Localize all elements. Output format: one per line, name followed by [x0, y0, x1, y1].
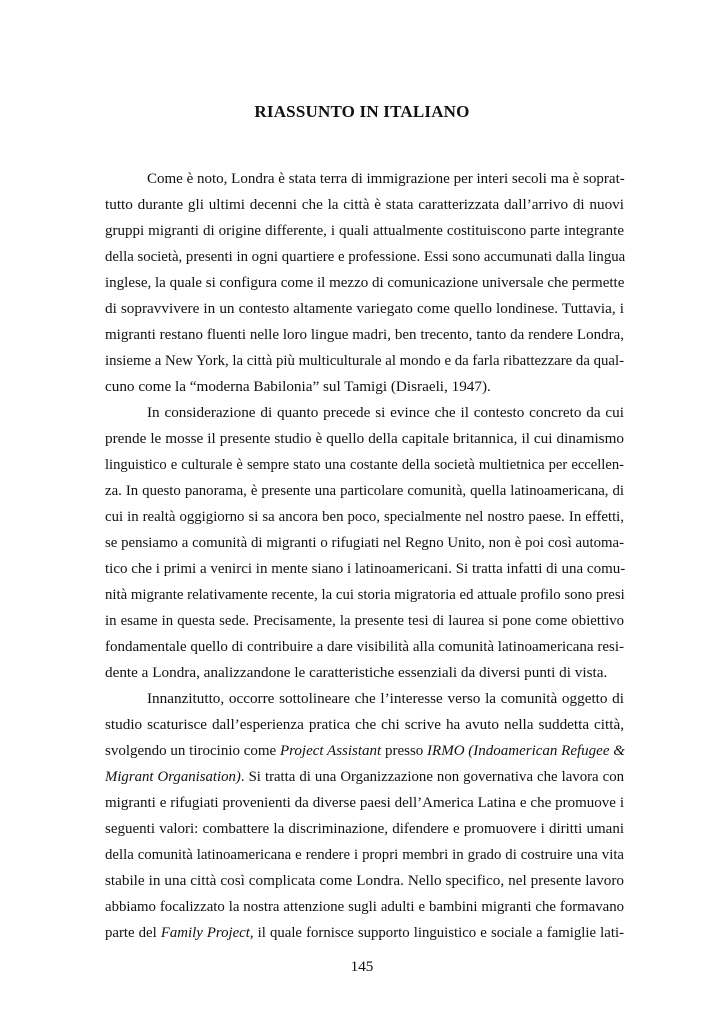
text-line [105, 920, 624, 946]
text-line: dente a Londra, analizzandone le caratteristiche essenziali da diversi punti di vista. [105, 664, 608, 681]
text-line: migranti restano fluenti nelle loro lingue madri, ben trecento, tanto da rendere Londra, [105, 327, 624, 343]
text-line: cui in realtà oggigiorno si sa ancora ben poco, specialmente nel nostro paese. In effetti, [105, 509, 624, 525]
text-line [105, 738, 624, 764]
text-line [105, 764, 624, 790]
page-number: 145 [350, 958, 374, 975]
text-line: fondamentale quello di contribuire a dare visibilità alla comunità latinoamericana resi- [105, 639, 624, 655]
text-span: parte del [105, 925, 161, 941]
text-span: , il quale fornisce supporto linguistico e sociale a famiglie lati- [249, 925, 624, 941]
text-line: della società, presenti in ogni quartiere e professione. Essi sono accumunati dalla lingua [105, 249, 626, 265]
text-line: nità migrante relativamente recente, la cui storia migratoria ed attuale profilo sono presi [105, 587, 625, 603]
text-line: prende le mosse il presente studio è quello della capitale britannica, il cui dinamismo [105, 430, 624, 447]
text-line: cuno come la “moderna Babilonia” sul Tamigi (Disraeli, 1947). [105, 378, 491, 395]
page-title: RIASSUNTO IN ITALIANO [254, 102, 470, 121]
text-line: abbiamo focalizzato la nostra attenzione sugli adulti e bambini migranti che formavano [105, 899, 624, 915]
text-line: tico che i primi a venirci in mente siano i latinoamericani. Si tratta infatti di una comu- [105, 561, 626, 577]
text-span: svolgendo un tirocinio come [105, 743, 280, 759]
text-line: inglese, la quale si configura come il mezzo di comunicazione universale che permette [105, 275, 625, 291]
text-line: Innanzitutto, occorre sottolineare che l’interesse verso la comunità oggetto di [147, 690, 624, 707]
text-line: migranti e rifugiati provenienti da diverse paesi dell’America Latina e che promuove i [105, 795, 624, 811]
italic-text: IRMO (Indoamerican Refugee & [427, 743, 625, 759]
text-line: se pensiamo a comunità di migranti o rifugiati nel Regno Unito, non è poi così automa- [105, 535, 624, 551]
text-line: In considerazione di quanto precede si evince che il contesto concreto da cui [147, 404, 624, 421]
italic-text: Project Assistant [279, 743, 382, 759]
text-line: Come è noto, Londra è stata terra di immigrazione per interi secoli ma è soprat- [147, 171, 625, 187]
text-line: gruppi migranti di origine differente, i quali attualmente costituiscono parte integrante [105, 223, 624, 239]
text-line: insieme a New York, la città più multiculturale al mondo e da farla ribattezzare da qual- [105, 353, 624, 369]
text-line: di sopravvivere in un contesto altamente variegato come quello londinese. Tuttavia, i [105, 300, 624, 317]
text-line: studio scaturisce dall’esperienza pratica che chi scrive ha avuto nella suddetta città, [105, 716, 624, 733]
text-span: presso [381, 743, 428, 759]
text-line: linguistico e culturale è sempre stato una costante della società multietnica per eccellen- [105, 457, 624, 473]
italic-text: Migrant Organisation) [105, 769, 241, 785]
text-line: seguenti valori: combattere la discriminazione, difendere e promuovere i diritti umani [105, 821, 624, 837]
text-line: tutto durante gli ultimi decenni che la città è stata caratterizzata dall’arrivo di nuovi [105, 196, 624, 213]
text-line: stabile in una città così complicata come Londra. Nello specifico, nel presente lavoro [105, 872, 624, 889]
text-line: za. In questo panorama, è presente una particolare comunità, quella latinoamericana, di [105, 483, 624, 499]
text-line: in esame in questa sede. Precisamente, la presente tesi di laurea si pone come obiettivo [105, 613, 624, 629]
text-span: . Si tratta di una Organizzazione non governativa che lavora con [240, 769, 624, 785]
italic-text: Family Project [160, 925, 250, 941]
text-line: della comunità latinoamericana e rendere i propri membri in grado di costruire una vita [105, 847, 624, 863]
